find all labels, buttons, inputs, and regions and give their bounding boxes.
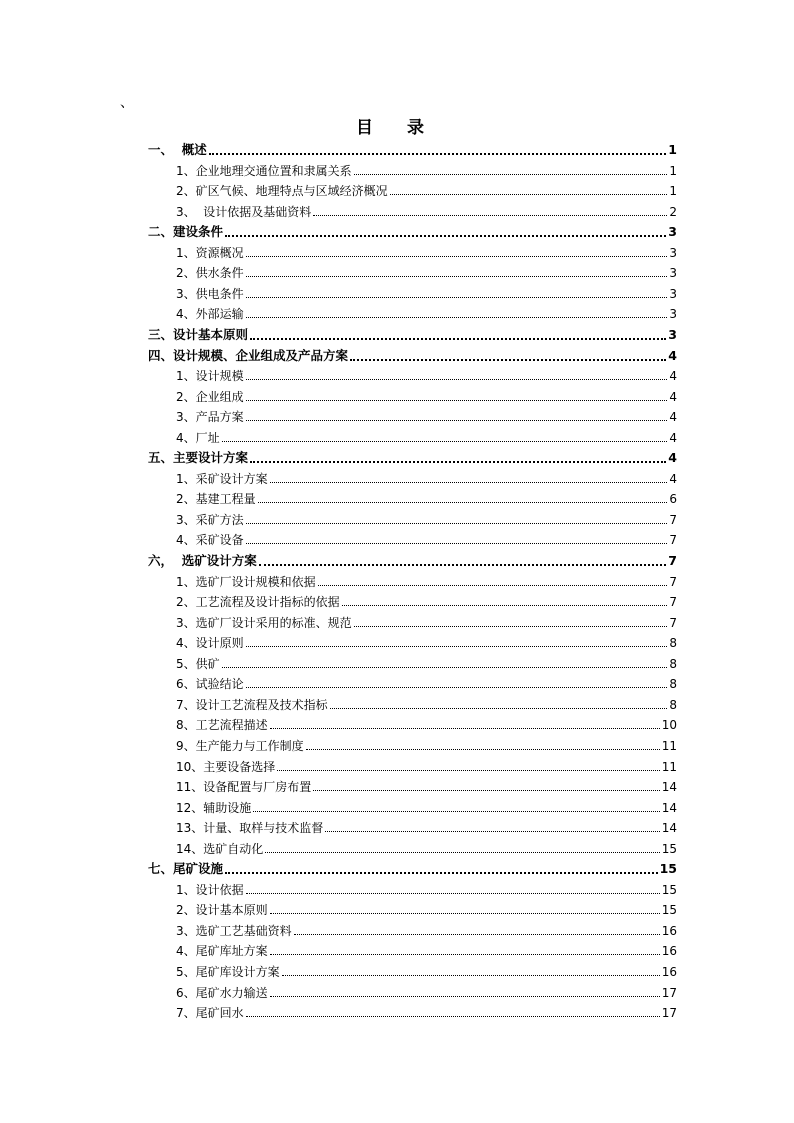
toc-page-number: 4	[668, 347, 677, 363]
toc-subsection-entry	[176, 981, 677, 1001]
toc-subsection-entry	[176, 426, 677, 446]
toc-page-number: 1	[668, 142, 677, 157]
toc-entry-label: 12、辅助设施	[176, 800, 252, 815]
toc-dot-leader	[259, 564, 667, 566]
toc-section-entry	[148, 344, 677, 364]
toc-dot-leader	[270, 482, 668, 483]
toc-subsection-entry	[176, 159, 677, 179]
toc-dot-leader	[313, 215, 667, 216]
toc-dot-leader	[246, 379, 668, 380]
toc-page-number: 3	[669, 266, 677, 281]
corner-mark: 、	[120, 95, 134, 111]
toc-subsection-entry	[176, 816, 677, 836]
toc-entry-label: 5、供矿	[176, 656, 220, 671]
toc-dot-leader	[330, 708, 668, 709]
toc-page-number: 14	[661, 821, 677, 836]
toc-dot-leader	[294, 934, 660, 935]
toc-page-number: 8	[669, 677, 677, 692]
toc-dot-leader	[270, 728, 660, 729]
toc-entry-label: 1、企业地理交通位置和隶属关系	[176, 163, 352, 178]
toc-page-number: 7	[669, 512, 677, 527]
toc-subsection-entry	[176, 775, 677, 795]
toc-page-number: 3	[668, 326, 677, 342]
toc-dot-leader	[246, 893, 660, 894]
toc-entry-label: 七、尾矿设施	[148, 861, 224, 877]
toc-subsection-entry	[176, 672, 677, 692]
toc-page-number: 10	[661, 718, 677, 733]
toc-entry-label: 13、计量、取样与技术监督	[176, 821, 324, 836]
toc-dot-leader	[246, 543, 668, 544]
toc-dot-leader	[354, 174, 668, 175]
toc-entry-label: 6、试验结论	[176, 677, 244, 692]
toc-subsection-entry	[176, 796, 677, 816]
toc-entry-label: 4、尾矿库址方案	[176, 944, 268, 959]
toc-entry-label: 3、产品方案	[176, 410, 244, 425]
toc-subsection-entry	[176, 590, 677, 610]
toc-subsection-entry	[176, 693, 677, 713]
toc-subsection-entry	[176, 528, 677, 548]
toc-subsection-entry	[176, 282, 677, 302]
toc-page-number: 7	[668, 553, 677, 568]
toc-entry-label: 2、工艺流程及设计指标的依据	[176, 595, 340, 610]
toc-page-number: 7	[669, 574, 677, 589]
toc-dot-leader	[246, 256, 668, 257]
toc-dot-leader	[209, 153, 667, 155]
toc-entry-label: 4、外部运输	[176, 307, 244, 322]
toc-entry-label: 2、设计基本原则	[176, 903, 268, 918]
toc-entry-label: 六， 选矿设计方案	[148, 553, 257, 568]
toc-entry-label: 3、 设计依据及基础资料	[176, 204, 312, 219]
toc-entry-label: 11、设备配置与厂房布置	[176, 780, 312, 795]
toc-dot-leader	[253, 811, 659, 812]
toc-page-number: 8	[669, 697, 677, 712]
toc-entry-label: 三、设计基本原则	[148, 326, 249, 342]
toc-page-number: 16	[661, 965, 677, 979]
toc-entry-label: 2、供水条件	[176, 266, 244, 281]
toc-page-number: 8	[669, 636, 677, 651]
toc-dot-leader	[222, 441, 668, 442]
toc-entry-label: 二、建设条件	[148, 224, 224, 240]
toc-section-entry	[148, 220, 677, 240]
toc-page-number: 4	[669, 410, 677, 425]
toc-entry-label: 2、基建工程量	[176, 492, 256, 507]
toc-dot-leader	[270, 913, 660, 914]
toc-entry-label: 2、矿区气候、地理特点与区域经济概况	[176, 184, 388, 199]
toc-page-number: 3	[669, 245, 677, 260]
toc-section-entry	[148, 323, 677, 343]
toc-page-number: 15	[661, 841, 677, 856]
toc-page-number: 4	[668, 450, 677, 466]
toc-subsection-entry	[176, 467, 677, 487]
toc-dot-leader	[246, 276, 668, 277]
toc-entry-label: 4、采矿设备	[176, 533, 244, 548]
toc-dot-leader	[246, 400, 668, 401]
toc-page-number: 7	[669, 595, 677, 610]
toc-dot-leader	[318, 585, 668, 586]
toc-entry-label: 10、主要设备选择	[176, 759, 276, 774]
toc-section-entry	[148, 446, 677, 466]
toc-dot-leader	[250, 338, 666, 340]
toc-subsection-entry	[176, 364, 677, 384]
toc-dot-leader	[225, 235, 666, 237]
toc-subsection-entry	[176, 878, 677, 898]
toc-entry-label: 8、工艺流程描述	[176, 718, 268, 733]
toc-page-number: 1	[669, 184, 677, 199]
toc-subsection-entry	[176, 652, 677, 672]
toc-page-number: 4	[669, 430, 677, 445]
toc-subsection-entry	[176, 487, 677, 507]
toc-entry-label: 9、生产能力与工作制度	[176, 738, 304, 753]
toc-section-entry	[148, 138, 677, 158]
toc-dot-leader	[258, 502, 668, 503]
toc-dot-leader	[246, 297, 668, 298]
toc-page-number: 3	[669, 286, 677, 301]
toc-subsection-entry	[176, 755, 677, 775]
toc-entry-label: 1、采矿设计方案	[176, 471, 268, 486]
toc-dot-leader	[246, 317, 668, 318]
toc-dot-leader	[265, 852, 659, 853]
toc-page-number: 4	[669, 389, 677, 404]
toc-dot-leader	[246, 646, 668, 647]
toc-page-number: 16	[661, 923, 677, 938]
toc-subsection-entry	[176, 241, 677, 261]
toc-entry-label: 一、 概述	[148, 142, 207, 157]
toc-entry-label: 7、设计工艺流程及技术指标	[176, 697, 328, 712]
toc-subsection-entry	[176, 302, 677, 322]
toc-page-number: 4	[669, 471, 677, 486]
toc-subsection-entry	[176, 1001, 677, 1021]
toc-dot-leader	[246, 687, 668, 688]
toc-page-number: 17	[661, 985, 677, 1000]
toc-entry-label: 1、选矿厂设计规模和依据	[176, 574, 316, 589]
toc-entry-label: 3、供电条件	[176, 286, 244, 301]
toc-subsection-entry	[176, 837, 677, 857]
toc-page-number: 8	[669, 656, 677, 671]
toc-page-number: 16	[661, 944, 677, 959]
toc-page-number: 14	[661, 800, 677, 815]
toc-page-number: 15	[659, 861, 677, 877]
toc-dot-leader	[342, 605, 668, 606]
toc-entry-label: 5、尾矿库设计方案	[176, 965, 280, 979]
toc-page-number: 7	[669, 533, 677, 548]
toc-entry-label: 6、尾矿水力输送	[176, 985, 268, 1000]
toc-dot-leader	[282, 975, 660, 976]
toc-page-number: 11	[661, 738, 677, 753]
toc-page-number: 15	[661, 882, 677, 897]
toc-page-number: 3	[668, 224, 677, 240]
toc-subsection-entry	[176, 200, 677, 220]
toc-page-number: 14	[661, 780, 677, 795]
toc-entry-label: 四、设计规模、企业组成及产品方案	[148, 347, 349, 363]
toc-page-number: 6	[669, 492, 677, 507]
toc-dot-leader	[277, 770, 659, 771]
toc-subsection-entry	[176, 261, 677, 281]
toc-dot-leader	[246, 420, 668, 421]
toc-page-number: 7	[669, 615, 677, 630]
toc-dot-leader	[225, 872, 658, 874]
toc-subsection-entry	[176, 405, 677, 425]
toc-dot-leader	[313, 790, 659, 791]
toc-page-number: 11	[661, 759, 677, 774]
toc-dot-leader	[306, 749, 660, 750]
toc-entry-label: 7、尾矿回水	[176, 1006, 244, 1021]
toc-dot-leader	[325, 831, 659, 832]
toc-entry-label: 1、资源概况	[176, 245, 244, 260]
toc-subsection-entry	[176, 960, 677, 980]
toc-dot-leader	[354, 626, 668, 627]
toc-entry-label: 1、设计规模	[176, 369, 244, 384]
toc-dot-leader	[250, 461, 666, 463]
toc-subsection-entry	[176, 734, 677, 754]
toc-entry-label: 2、企业组成	[176, 389, 244, 404]
toc-dot-leader	[350, 359, 666, 361]
toc-dot-leader	[222, 667, 668, 668]
toc-entry-label: 3、采矿方法	[176, 512, 244, 527]
toc-subsection-entry	[176, 508, 677, 528]
toc-subsection-entry	[176, 570, 677, 590]
toc-subsection-entry	[176, 713, 677, 733]
toc-page-number: 3	[669, 307, 677, 322]
toc-page-number: 17	[661, 1006, 677, 1021]
toc-dot-leader	[270, 996, 660, 997]
toc-dot-leader	[270, 954, 660, 955]
toc-entry-label: 3、选矿工艺基础资料	[176, 923, 292, 938]
page-title: 目 录	[356, 118, 438, 138]
toc-dot-leader	[390, 194, 668, 195]
toc-subsection-entry	[176, 385, 677, 405]
toc-subsection-entry	[176, 939, 677, 959]
toc-subsection-entry	[176, 898, 677, 918]
toc-dot-leader	[246, 523, 668, 524]
toc-page-number: 2	[669, 204, 677, 219]
toc-entry-label: 3、选矿厂设计采用的标准、规范	[176, 615, 352, 630]
toc-dot-leader	[246, 1016, 660, 1017]
toc-subsection-entry	[176, 179, 677, 199]
toc-entry-label: 1、设计依据	[176, 882, 244, 897]
toc-subsection-entry	[176, 611, 677, 631]
toc-entry-label: 4、设计原则	[176, 636, 244, 651]
toc-subsection-entry	[176, 631, 677, 651]
toc-entry-label: 14、选矿自动化	[176, 841, 264, 856]
toc-entry-label: 五、主要设计方案	[148, 450, 249, 466]
toc-subsection-entry	[176, 919, 677, 939]
toc-page-number: 1	[669, 163, 677, 178]
toc-entry-label: 4、厂址	[176, 430, 220, 445]
toc-page-number: 15	[661, 903, 677, 918]
toc-section-entry	[148, 857, 677, 877]
toc-page-number: 4	[669, 369, 677, 384]
toc-section-entry	[148, 549, 677, 569]
